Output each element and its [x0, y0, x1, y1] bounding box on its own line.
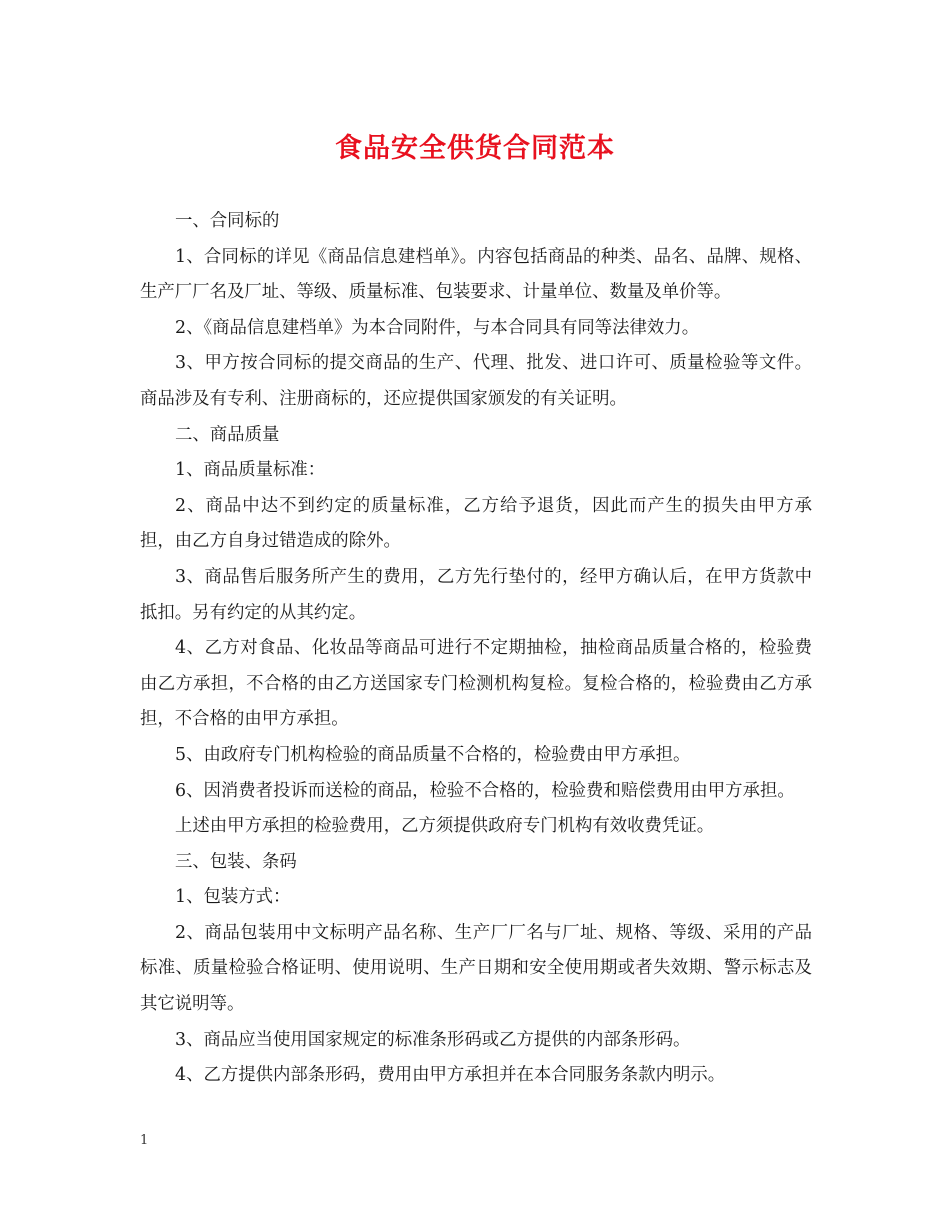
page-number: 1 [140, 1133, 149, 1148]
clause-paragraph: 3、甲方按合同标的提交商品的生产、代理、批发、进口许可、质量检验等文件。商品涉及有专利、注册商标的，还应提供国家颁发的有关证明。 [140, 353, 812, 409]
clause-paragraph: 3、商品售后服务所产生的费用，乙方先行垫付的，经甲方确认后，在甲方货款中抵扣。另有约定的从其约定。 [140, 566, 812, 623]
clause-paragraph: 4、乙方提供内部条形码，费用由甲方承担并在本合同服务条款内明示。 [175, 1065, 726, 1086]
clause-paragraph: 1、商品质量标准： [175, 460, 326, 481]
document-title: 食品安全供货合同范本 [335, 133, 615, 164]
clause-paragraph: 5、由政府专门机构检验的商品质量不合格的，检验费由甲方承担。 [175, 744, 691, 765]
clause-paragraph: 上述由甲方承担的检验费用，乙方须提供政府专门机构有效收费凭证。 [175, 816, 715, 837]
clause-paragraph: 1、合同标的详见《商品信息建档单》。内容包括商品的种类、品名、品牌、规格、生产厂厂名及厂址、等级、质量标准、包装要求、计量单位、数量及单价等。 [140, 246, 812, 303]
section-heading-1: 一、合同标的 [175, 211, 280, 231]
clause-paragraph: 6、因消费者投诉而送检的商品，检验不合格的，检验费和赔偿费用由甲方承担。 [175, 780, 795, 801]
clause-paragraph: 2、商品中达不到约定的质量标准，乙方给予退货，因此而产生的损失由甲方承担，由乙方自身过错造成的除外。 [140, 495, 812, 552]
clause-paragraph: 2、商品包装用中文标明产品名称、生产厂厂名与厂址、规格、等级、采用的产品标准、质量检验合格证明、使用说明、生产日期和安全使用期或者失效期、警示标志及其它说明等。 [140, 922, 812, 1015]
clause-paragraph: 1、包装方式： [175, 887, 291, 908]
clause-paragraph: 2、《商品信息建档单》为本合同附件，与本合同具有同等法律效力。 [175, 317, 700, 338]
clause-paragraph: 3、商品应当使用国家规定的标准条形码或乙方提供的内部条形码。 [175, 1029, 691, 1050]
section-heading-2: 二、商品质量 [175, 424, 280, 445]
section-heading-3: 三、包装、条码 [175, 851, 297, 872]
document-body [140, 204, 812, 1094]
clause-paragraph: 4、乙方对食品、化妆品等商品可进行不定期抽检，抽检商品质量合格的，检验费由乙方承担，不合格的由乙方送国家专门检测机构复检。复检合格的，检验费由乙方承担，不合格的由甲方承担。 [140, 638, 812, 730]
